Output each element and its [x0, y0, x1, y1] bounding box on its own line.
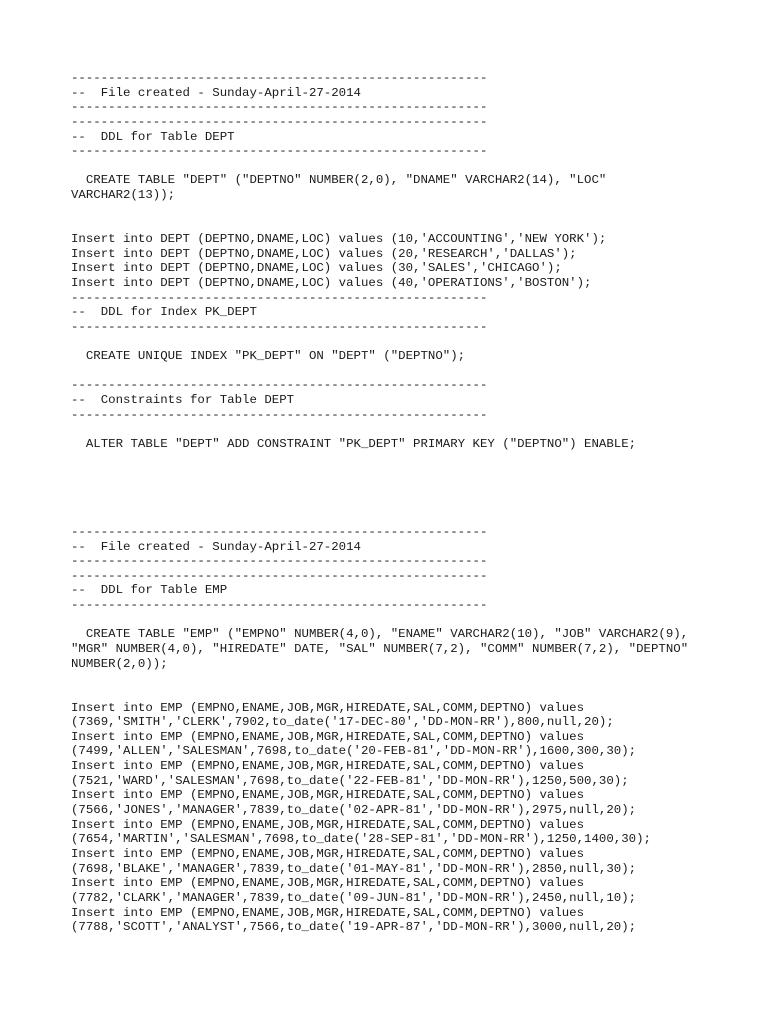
document-line: Insert into EMP (EMPNO,ENAME,JOB,MGR,HIREDATE,SAL,COMM,DEPTNO) values	[71, 876, 585, 891]
document-line: -- DDL for Table DEPT	[71, 129, 235, 144]
document-line: --------------------------------------------------------	[71, 319, 488, 334]
document-line: --------------------------------------------------------	[71, 144, 488, 159]
document-line	[71, 335, 751, 350]
document-line: --------------------------------------------------------	[71, 407, 488, 422]
document-line	[71, 452, 751, 467]
document-line: Insert into EMP (EMPNO,ENAME,JOB,MGR,HIREDATE,SAL,COMM,DEPTNO) values	[71, 700, 585, 715]
document-line: CREATE UNIQUE INDEX "PK_DEPT" ON "DEPT" ("DEPTNO");	[71, 349, 466, 364]
document-line: (7369,'SMITH','CLERK',7902,to_date('17-DEC-80','DD-MON-RR'),800,null,20);	[71, 715, 614, 730]
document-line: ALTER TABLE "DEPT" ADD CONSTRAINT "PK_DEPT" PRIMARY KEY ("DEPTNO") ENABLE;	[71, 437, 637, 452]
document-line: (7566,'JONES','MANAGER',7839,to_date('02-APR-81','DD-MON-RR'),2975,null,20);	[71, 803, 637, 818]
document-line: --------------------------------------------------------	[71, 524, 488, 539]
document-line: (7499,'ALLEN','SALESMAN',7698,to_date('20-FEB-81','DD-MON-RR'),1600,300,30);	[71, 744, 637, 759]
document-line: Insert into DEPT (DEPTNO,DNAME,LOC) values (30,'SALES','CHICAGO');	[71, 261, 562, 276]
document-line: Insert into EMP (EMPNO,ENAME,JOB,MGR,HIREDATE,SAL,COMM,DEPTNO) values	[71, 905, 585, 920]
document-line: --------------------------------------------------------	[71, 71, 488, 85]
document-line: --------------------------------------------------------	[71, 114, 488, 129]
document-line: --------------------------------------------------------	[71, 100, 488, 115]
document-line	[71, 159, 751, 174]
document-line: Insert into EMP (EMPNO,ENAME,JOB,MGR,HIREDATE,SAL,COMM,DEPTNO) values	[71, 817, 585, 832]
document-line: -- DDL for Index PK_DEPT	[71, 305, 257, 320]
document-line: Insert into EMP (EMPNO,ENAME,JOB,MGR,HIREDATE,SAL,COMM,DEPTNO) values	[71, 759, 585, 774]
document-line: Insert into EMP (EMPNO,ENAME,JOB,MGR,HIREDATE,SAL,COMM,DEPTNO) values	[71, 846, 585, 861]
document-line: Insert into DEPT (DEPTNO,DNAME,LOC) values (20,'RESEARCH','DALLAS');	[71, 246, 577, 261]
document-line: --------------------------------------------------------	[71, 568, 488, 583]
document-line	[71, 422, 751, 437]
document-line: Insert into EMP (EMPNO,ENAME,JOB,MGR,HIREDATE,SAL,COMM,DEPTNO) values	[71, 729, 585, 744]
document-line: (7782,'CLARK','MANAGER',7839,to_date('09-JUN-81','DD-MON-RR'),2450,null,10);	[71, 890, 637, 905]
document-line: Insert into DEPT (DEPTNO,DNAME,LOC) values (10,'ACCOUNTING','NEW YORK');	[71, 232, 607, 247]
sql-document	[71, 71, 751, 935]
document-line	[71, 613, 751, 628]
document-line: (7521,'WARD','SALESMAN',7698,to_date('22-FEB-81','DD-MON-RR'),1250,500,30);	[71, 773, 629, 788]
document-line	[71, 364, 751, 379]
document-line: --------------------------------------------------------	[71, 290, 488, 305]
document-line: --------------------------------------------------------	[71, 378, 488, 393]
document-line: -- File created - Sunday-April-27-2014	[71, 539, 361, 554]
document-line	[71, 686, 751, 701]
document-line: CREATE TABLE "EMP" ("EMPNO" NUMBER(4,0), "ENAME" VARCHAR2(10), "JOB" VARCHAR2(9),	[71, 627, 689, 642]
document-line: VARCHAR2(13));	[71, 188, 176, 203]
document-line: NUMBER(2,0));	[71, 656, 168, 671]
document-line: CREATE TABLE "DEPT" ("DEPTNO" NUMBER(2,0), "DNAME" VARCHAR2(14), "LOC"	[71, 173, 607, 188]
document-line	[71, 466, 751, 481]
document-line: --------------------------------------------------------	[71, 554, 488, 569]
document-line: (7788,'SCOTT','ANALYST',7566,to_date('19-APR-87','DD-MON-RR'),3000,null,20);	[71, 920, 637, 935]
document-line	[71, 481, 751, 496]
document-line: (7654,'MARTIN','SALESMAN',7698,to_date('28-SEP-81','DD-MON-RR'),1250,1400,30);	[71, 832, 651, 847]
document-line: -- Constraints for Table DEPT	[71, 393, 295, 408]
document-line: (7698,'BLAKE','MANAGER',7839,to_date('01-MAY-81','DD-MON-RR'),2850,null,30);	[71, 861, 637, 876]
document-line	[71, 510, 751, 525]
document-line: "MGR" NUMBER(4,0), "HIREDATE" DATE, "SAL" NUMBER(7,2), "COMM" NUMBER(7,2), "DEPTNO"	[71, 641, 689, 656]
document-line	[71, 496, 751, 511]
document-line: Insert into EMP (EMPNO,ENAME,JOB,MGR,HIREDATE,SAL,COMM,DEPTNO) values	[71, 788, 585, 803]
document-line: --------------------------------------------------------	[71, 598, 488, 613]
document-line: -- DDL for Table EMP	[71, 583, 228, 598]
document-line	[71, 203, 751, 218]
document-line	[71, 217, 751, 232]
document-line: -- File created - Sunday-April-27-2014	[71, 85, 361, 100]
document-line	[71, 671, 751, 686]
document-line: Insert into DEPT (DEPTNO,DNAME,LOC) values (40,'OPERATIONS','BOSTON');	[71, 275, 592, 290]
